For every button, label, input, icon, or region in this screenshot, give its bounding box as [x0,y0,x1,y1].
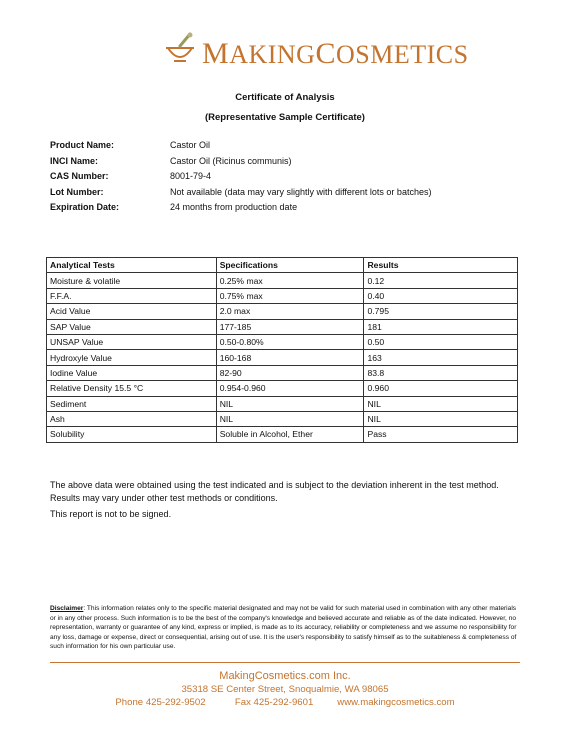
column-header: Analytical Tests [47,258,217,273]
table-cell: Sediment [47,396,217,411]
table-cell: 181 [364,319,518,334]
table-cell: 82-90 [216,365,364,380]
table-cell: 160-168 [216,350,364,365]
column-header: Specifications [216,258,364,273]
table-cell: NIL [364,411,518,426]
table-cell: Ash [47,411,217,426]
footer-address: 35318 SE Center Street, Snoqualmie, WA 98065 [181,684,389,695]
table-cell: SAP Value [47,319,217,334]
info-value: Castor Oil (Ricinus communis) [170,155,292,166]
table-cell: 0.12 [364,273,518,288]
logo-wordmark: MAKINGCOSMETICS [202,37,469,70]
table-cell: 163 [364,350,518,365]
document-title: Certificate of Analysis [235,92,335,103]
table-cell: 0.960 [364,381,518,396]
info-label: Lot Number: [50,186,104,197]
table-row [47,273,518,288]
table-cell: 0.954-0.960 [216,381,364,396]
table-cell: 83.8 [364,365,518,380]
footer-phone: Phone 425-292-9502 [115,697,206,708]
table-cell: 0.40 [364,288,518,303]
info-value: 24 months from production date [170,202,298,212]
table-row [47,304,518,319]
signature-note: This report is not to be signed. [50,509,172,519]
table-body [47,273,518,442]
info-label: INCI Name: [50,155,99,166]
table-cell: Pass [364,427,518,442]
table-row [47,365,518,380]
table-cell: Moisture & volatile [47,273,217,288]
table-cell: NIL [216,396,364,411]
info-value: 8001-79-4 [170,171,212,181]
table-header-row [47,258,518,273]
disclaimer-text: : This information relates only to the specific material designated and may not be valid for such material used in combination with any other materials or in any other process. Such information is to be the best of the company's knowledge and believed accurate and reliable as of the date indicated. However, no representation, warranty or guarantee of any kind, express or implied, is made as to its accuracy, reliability or completeness and we assume no responsibility for any loss, damage or expense, direct or consequential, arising out of use. It is the user's responsibility to satisfy himself as to the suitableness & completeness of such information for his own particular use. [50,605,517,651]
table-cell: 0.795 [364,304,518,319]
footer-company: MakingCosmetics.com Inc. [219,670,351,682]
footer-contact [0,697,570,708]
table-cell: 177-185 [216,319,364,334]
table-cell: Solubility [47,427,217,442]
table-cell: 0.25% max [216,273,364,288]
disclaimer [50,604,520,652]
footer-fax: Fax 425-292-9601 [234,697,314,708]
table-row [47,427,518,442]
deviation-note: The above data were obtained using the test indicated and is subject to the deviation inherent in the test method. Results may vary under other test methods or conditions. [50,480,499,503]
table-cell: Iodine Value [47,365,217,380]
company-logo [162,32,469,72]
table-cell: 0.50-0.80% [216,334,364,349]
footer-divider [50,662,520,663]
table-row [47,381,518,396]
table-cell: NIL [216,411,364,426]
disclaimer-label: Disclaimer [50,605,84,612]
table-cell: Relative Density 15.5 °C [47,381,217,396]
column-header: Results [364,258,518,273]
info-label: Expiration Date: [50,202,120,212]
table-row [47,319,518,334]
info-value: Castor Oil [170,140,211,150]
table-cell: 0.50 [364,334,518,349]
footer-website-link[interactable]: www.makingcosmetics.com [337,697,455,708]
info-value: Not available (data may vary slightly with different lots or batches) [170,186,432,197]
table-cell: Soluble in Alcohol, Ether [216,427,364,442]
table-cell: NIL [364,396,518,411]
info-label: CAS Number: [50,171,109,181]
document-subtitle: (Representative Sample Certificate) [205,112,365,123]
table-cell: Acid Value [47,304,217,319]
info-label: Product Name: [50,140,115,150]
table-cell: F.F.A. [47,288,217,303]
table-row [47,288,518,303]
table-row [47,411,518,426]
analysis-table [46,257,518,443]
mortar-pestle-icon [162,32,198,68]
table-cell: UNSAP Value [47,334,217,349]
table-cell: 0.75% max [216,288,364,303]
table-cell: 2.0 max [216,304,364,319]
table-row [47,396,518,411]
table-row [47,350,518,365]
table-row [47,334,518,349]
table-cell: Hydroxyle Value [47,350,217,365]
